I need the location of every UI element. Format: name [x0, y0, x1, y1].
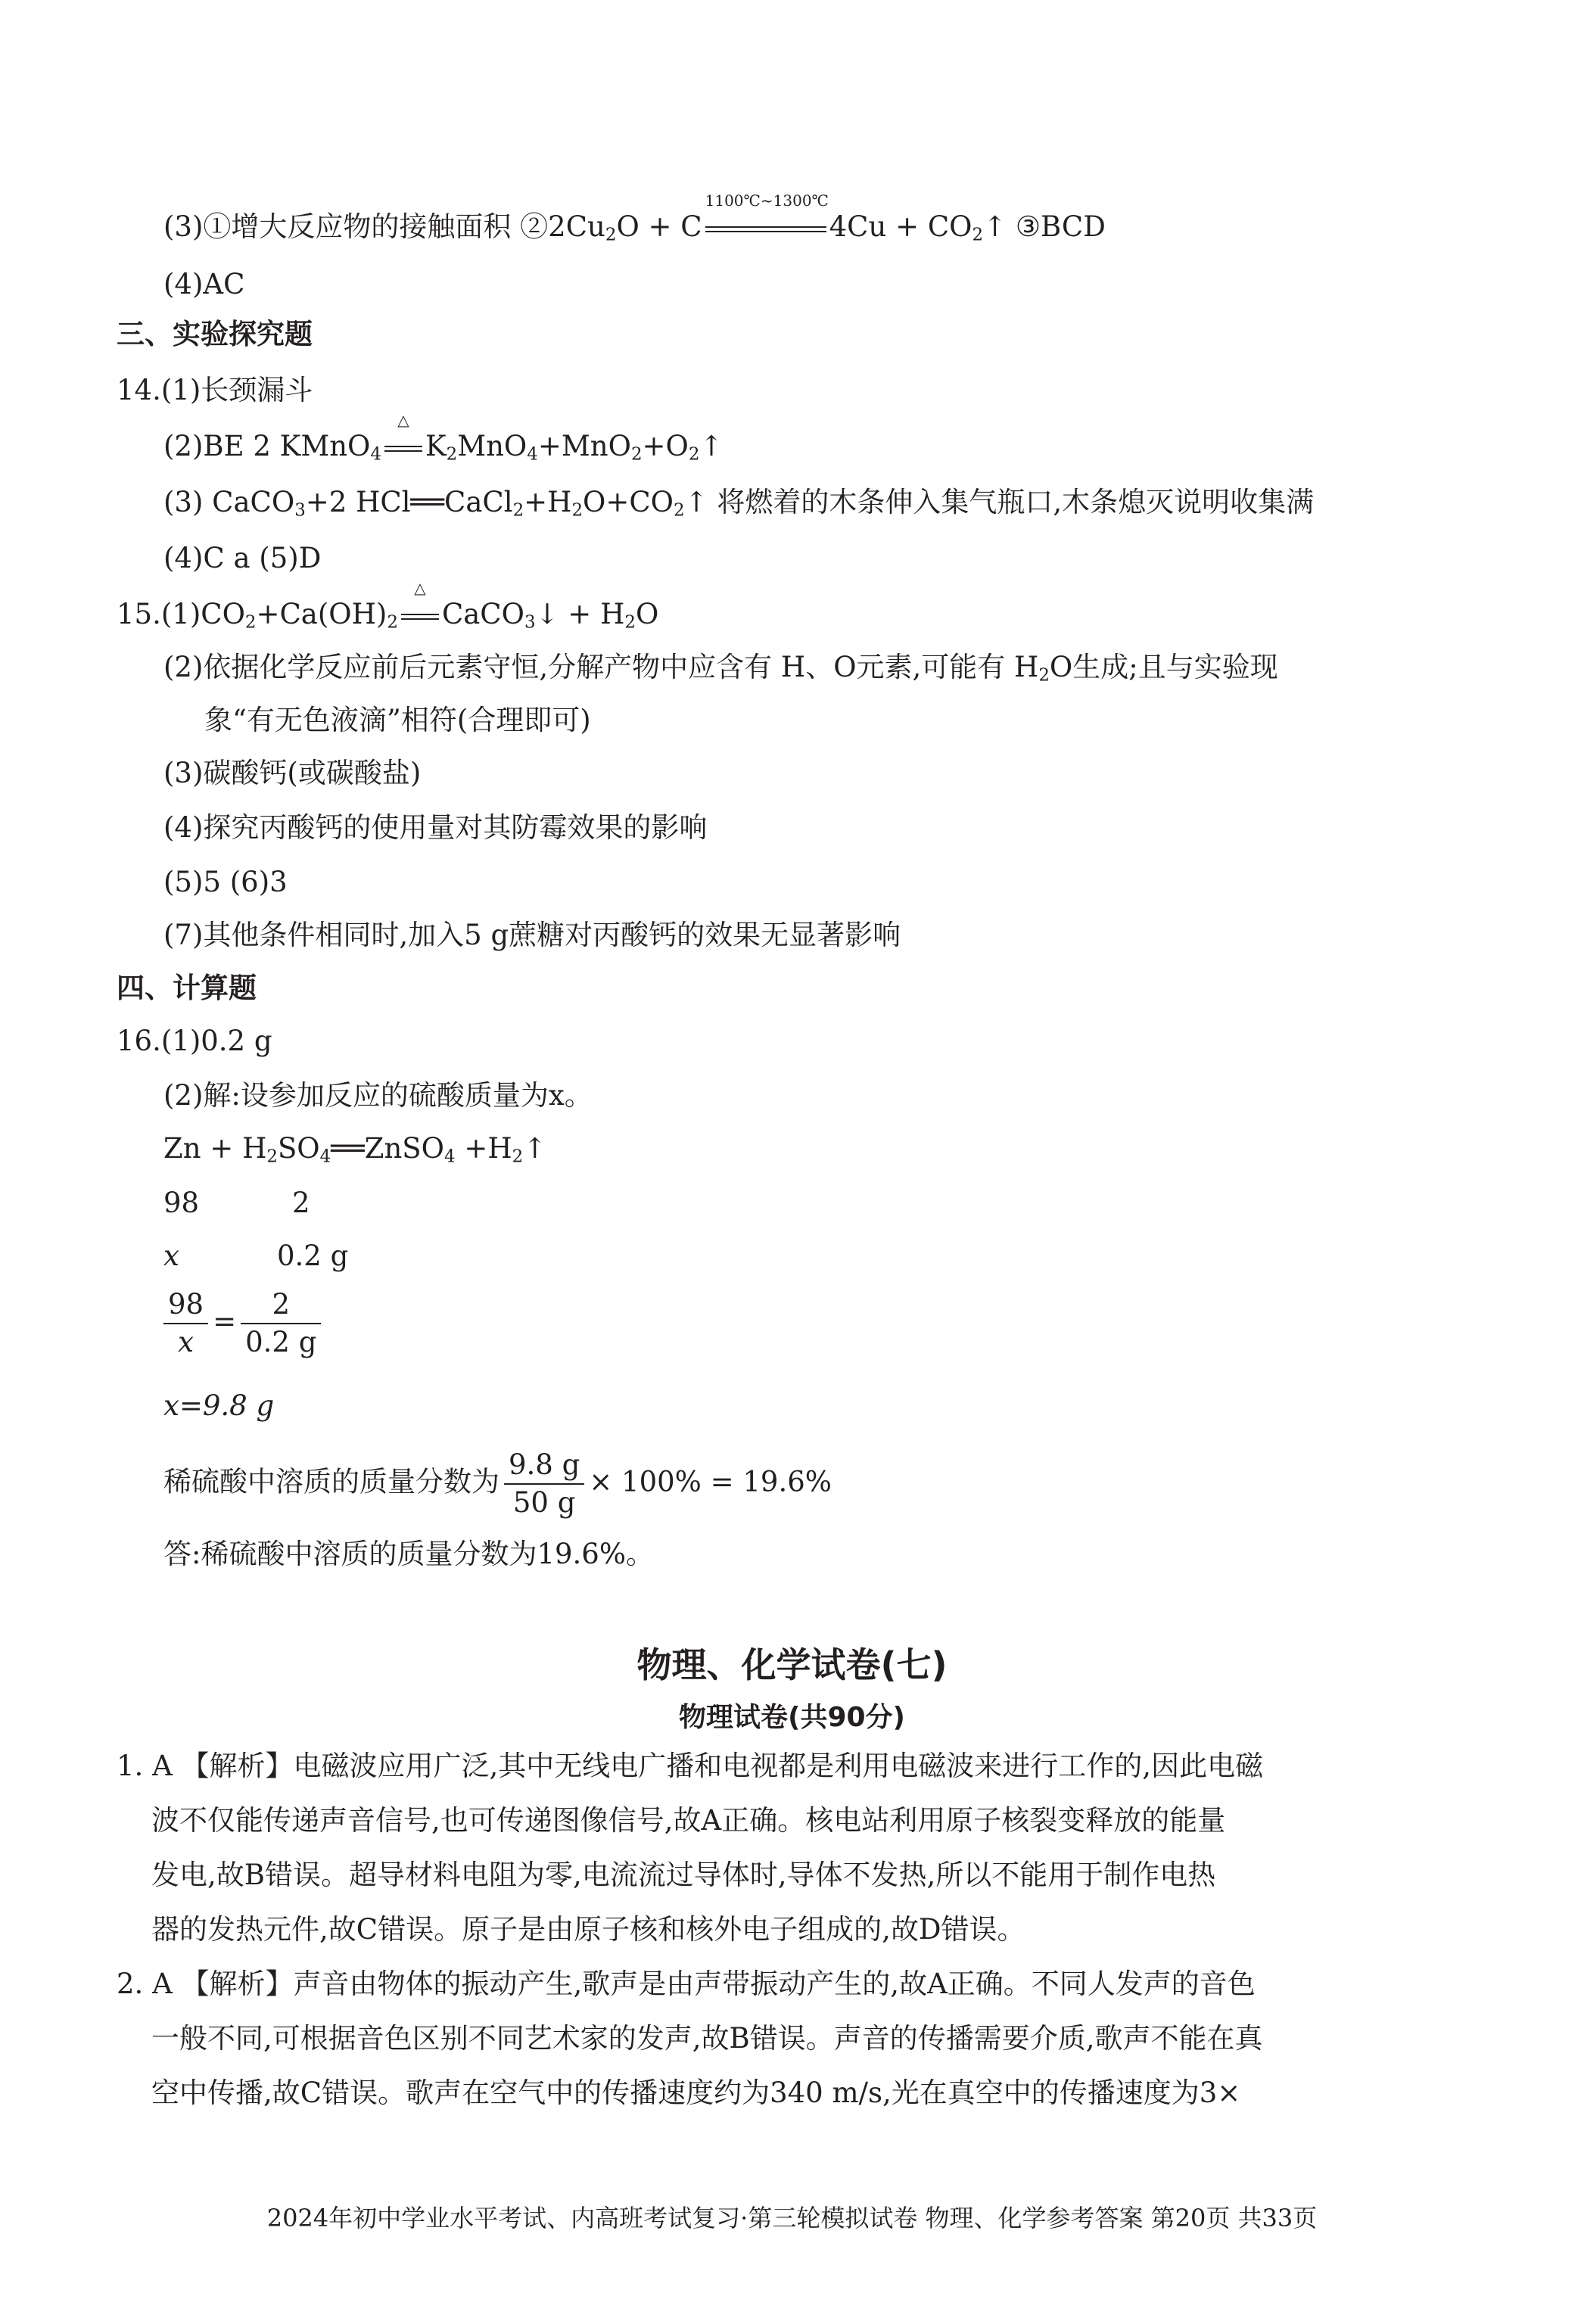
q16-ratio-row1-b: 2: [292, 1187, 310, 1219]
p2-line3: 空中传播,故C错误。歌声在空气中的传播速度约为340 m/s,光在真空中的传播速度为3×: [151, 2077, 1241, 2109]
q16-line1: 16.(1)0.2 g: [117, 1025, 272, 1057]
p2-line1: 2. A 【解析】声音由物体的振动产生,歌声是由声带振动产生的,故A正确。不同人发声的音色: [117, 1968, 1256, 2000]
fraction: $\frac{9.8 g}{50 g}$: [504, 1447, 584, 1521]
q16-proportion: $\frac{98}{x}$ = $\frac{2}{0.2 g}$: [159, 1286, 325, 1361]
p2-line2: 一般不同,可根据音色区别不同艺术家的发声,故B错误。声音的传播需要介质,歌声不能在真: [151, 2022, 1263, 2055]
reaction-condition: 1100℃~1300℃: [705, 210, 826, 244]
fraction: $\frac{98}{x}$: [163, 1286, 208, 1361]
q15-line1: $15.(1)CO_2+Ca(OH)_2$ △ CaCO$_3$↓ + $H_2O$: [117, 579, 659, 633]
section-heading: 四、计算题: [117, 972, 257, 1004]
q15-line7: (7)其他条件相同时,加入5 g蔗糖对丙酸钙的效果无显著影响: [163, 919, 901, 951]
q16-answer: 答:稀硫酸中溶质的质量分数为19.6%。: [163, 1538, 655, 1570]
p1-line4: 器的发热元件,故C错误。原子是由原子核和核外电子组成的,故D错误。: [151, 1913, 1025, 1946]
q16-ratio-row1-a: 98: [163, 1187, 200, 1219]
heat-condition: △: [384, 430, 422, 463]
q16-line2: (2)解:设参加反应的硫酸质量为x。: [163, 1079, 593, 1112]
q15-line3: (3)碳酸钙(或碳酸盐): [163, 757, 422, 789]
paper-subtitle: 物理试卷(共90分): [678, 1702, 905, 1733]
paper-title: 物理、化学试卷(七): [636, 1644, 948, 1685]
q16-x-result: x=9.8 g: [163, 1389, 275, 1422]
q16-ratio-row2-b: 0.2 g: [277, 1240, 349, 1272]
q16-equation: $Zn + H_2SO_4══ZnSO_4$ $+H_2↑$: [163, 1132, 547, 1167]
section-heading: 三、实验探究题: [117, 318, 313, 350]
q15-line5: (5)5 (6)3: [163, 866, 288, 898]
q14-line4: (4)C a (5)D: [163, 542, 322, 574]
q15-line4: (4)探究丙酸钙的使用量对其防霉效果的影响: [163, 811, 708, 844]
q13-line3: (3)①增大反应物的接触面积 $②2Cu_2O + C$ 1100℃~1300℃ $4Cu + CO_2↑$ ③BCD: [163, 191, 1106, 245]
p1-line1: 1. A 【解析】电磁波应用广泛,其中无线电广播和电视都是利用电磁波来进行工作的,因此电磁: [117, 1750, 1264, 1782]
q16-ratio-row2-a: x: [163, 1240, 179, 1272]
q14-line3: (3) CaCO$_3$+2 $HCl══CaCl_2+H_2O+CO_2↑$ 将燃着的木条伸入集气瓶口,木条熄灭说明收集满: [163, 486, 1315, 521]
q16-percent: 稀硫酸中溶质的质量分数为 $\frac{9.8 g}{50 g}$ × 100% = 19.6%: [163, 1447, 832, 1521]
p1-line2: 波不仅能传递声音信号,也可传递图像信号,故A正确。核电站利用原子核裂变释放的能量: [151, 1804, 1226, 1837]
fraction: $\frac{2}{0.2 g}$: [241, 1286, 321, 1361]
p1-line3: 发电,故B错误。超导材料电阻为零,电流流过导体时,导体不发热,所以不能用于制作电热: [151, 1859, 1216, 1891]
q14-line2: (2)BE 2 KMnO$_4$ △ $K_2MnO_4+MnO_2+O_2↑$: [163, 411, 724, 465]
heat-condition: △: [401, 598, 439, 631]
q15-line2-cont: 象“有无色液滴”相符(合理即可): [204, 704, 591, 736]
q14-line1: 14.(1)长颈漏斗: [117, 374, 313, 406]
page-footer: 2024年初中学业水平考试、内高班考试复习·第三轮模拟试卷 物理、化学参考答案 第20页 共33页: [266, 2204, 1318, 2232]
q13-line4: (4)AC: [163, 268, 245, 300]
q15-line2: (2)依据化学反应前后元素守恒,分解产物中应含有 H、O元素,可能有 $H_2O$生成;且与实验现: [163, 651, 1278, 686]
